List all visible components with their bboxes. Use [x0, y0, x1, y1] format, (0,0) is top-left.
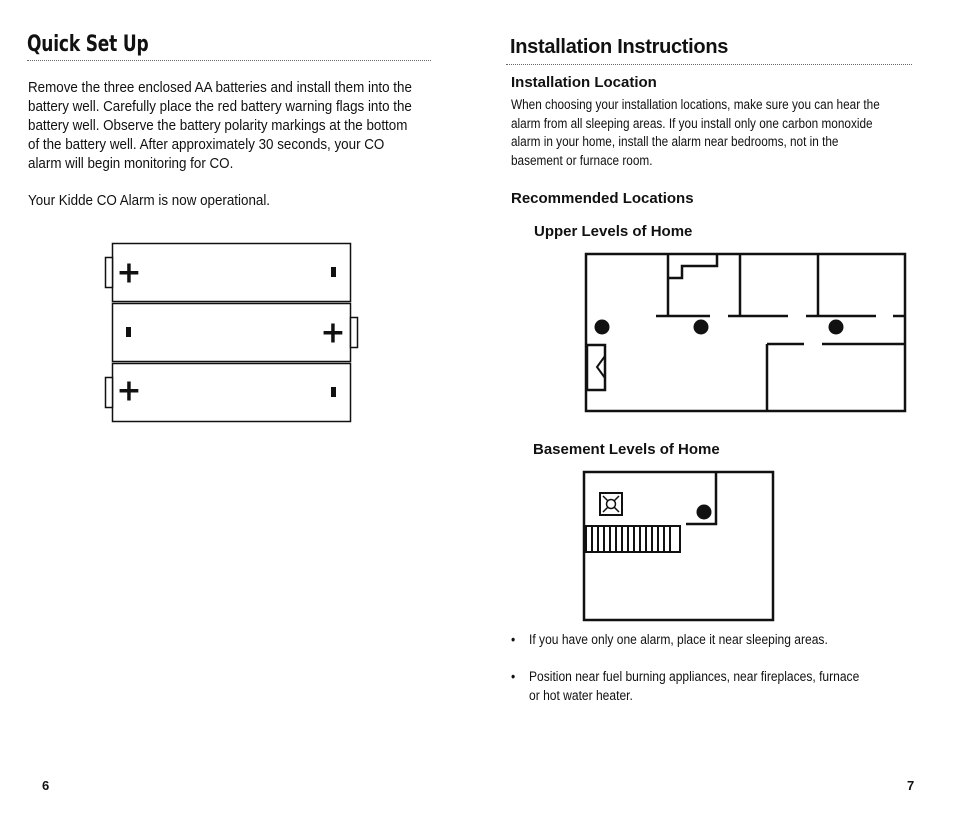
battery-2-minus-mark — [126, 327, 131, 337]
battery-3-plus-sign: + — [116, 373, 142, 409]
battery-2-plus-sign: + — [320, 315, 346, 351]
battery-3 — [106, 364, 351, 422]
basement-outer-wall — [584, 472, 773, 620]
battery-1-minus-mark — [331, 267, 336, 277]
installation-location-subheading: Installation Location — [511, 74, 657, 91]
furnace-icon — [600, 493, 622, 515]
quick-setup-paragraph-1: Remove the three enclosed AA batteries and install them into the battery well. Carefully place the red battery warning flags into the battery well. Observe the battery polarity markings at the bottom of the battery well. After approximately 30 seconds, your CO alarm will begin monitoring for CO. — [28, 80, 412, 172]
page-number-left: 6 — [42, 778, 50, 793]
location-tip-1: • If you have only one alarm, place it near sleeping areas. — [511, 632, 828, 647]
battery-2 — [113, 304, 358, 362]
battery-1-plus-sign: + — [116, 255, 142, 291]
location-tips-list — [511, 630, 871, 723]
heading-divider-right — [506, 64, 912, 65]
upper-level-outer-wall — [586, 254, 905, 411]
fireplace-icon — [587, 345, 605, 390]
alarm-location-marker-2 — [694, 320, 709, 335]
upper-levels-label: Upper Levels of Home — [534, 223, 693, 240]
upper-level-floor-plan — [580, 248, 912, 418]
quick-setup-text — [28, 79, 419, 229]
basement-floor-plan — [580, 468, 780, 624]
location-tip-2: • Position near fuel burning appliances, near fireplaces, furnace or hot water heater. — [511, 669, 860, 703]
recommended-locations-subheading: Recommended Locations — [511, 190, 694, 207]
battery-diagram — [100, 238, 362, 428]
basement-stairs — [586, 526, 680, 552]
page-number-right: 7 — [907, 778, 915, 793]
installation-location-text: When choosing your installation locations, make sure you can hear the alarm from all sleeping areas. If you install only one carbon monoxide alarm in your home, install the alarm near bedrooms, not in the basement or furnace room. — [511, 97, 880, 168]
installation-heading: Installation Instructions — [510, 36, 729, 58]
alarm-location-marker-1 — [595, 320, 610, 335]
heading-divider-left — [27, 60, 431, 61]
basement-levels-label: Basement Levels of Home — [533, 441, 720, 458]
alarm-location-marker-3 — [829, 320, 844, 335]
battery-3-minus-mark — [331, 387, 336, 397]
quick-setup-heading: Quick Set Up — [27, 32, 149, 57]
battery-1 — [106, 244, 351, 302]
basement-alarm-location-marker — [697, 505, 712, 520]
quick-setup-paragraph-2: Your Kidde CO Alarm is now operational. — [28, 193, 271, 209]
